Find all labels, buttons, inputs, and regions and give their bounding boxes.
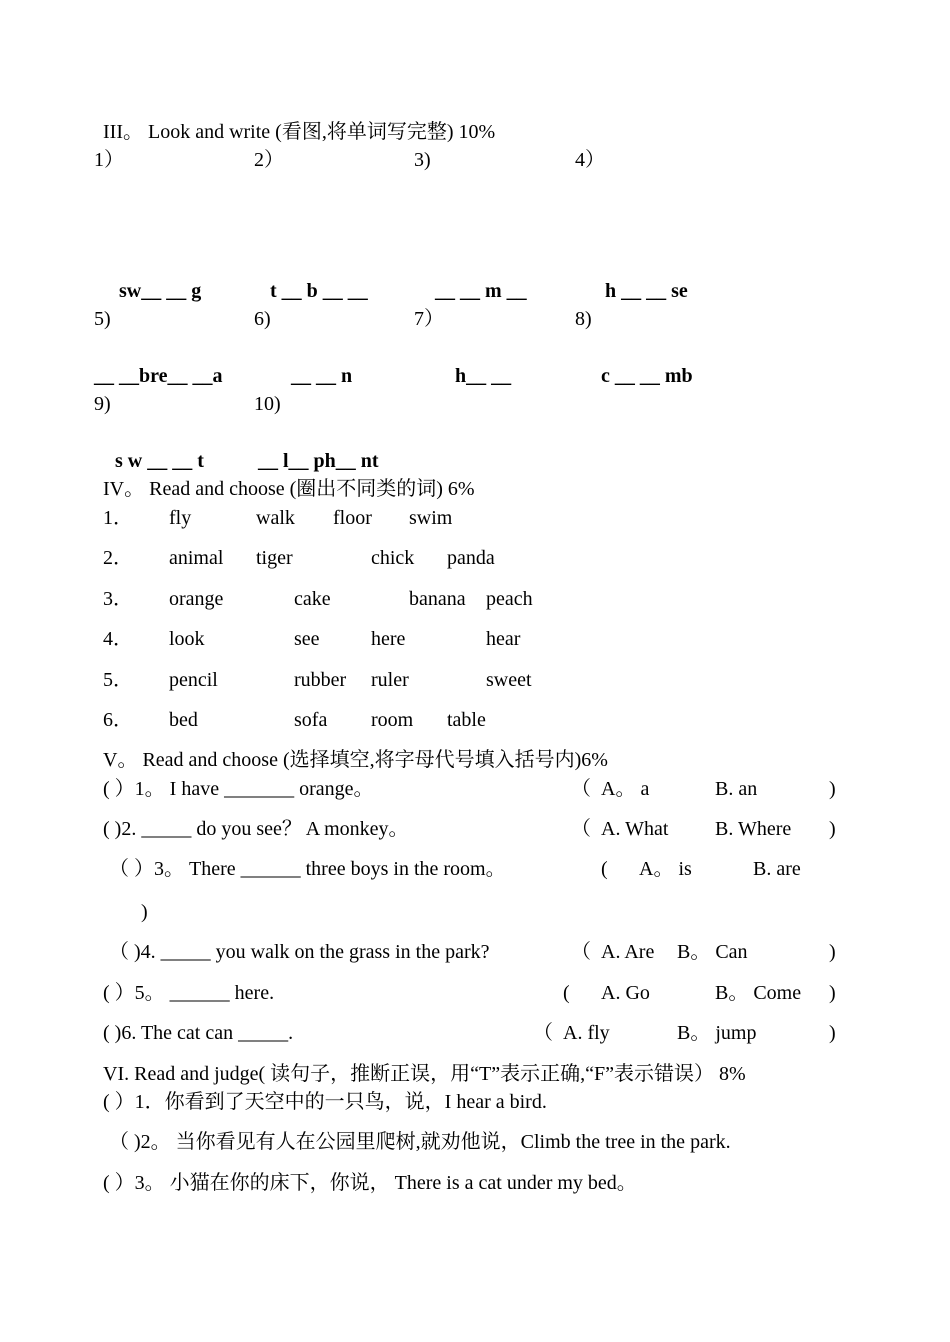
item-number: 8) [575, 308, 592, 330]
word-blank: h __ __ se [605, 280, 688, 302]
question: ( ）1。 I have _______ orange。 [103, 778, 374, 800]
word: peach [486, 588, 533, 610]
word-blank: __ __ n [291, 365, 353, 387]
question: ( )2. _____ do you see？ A monkey。 [103, 818, 409, 840]
question: ( )6. The cat can _____. [103, 1022, 294, 1044]
row-number: 1． [103, 507, 133, 529]
word: animal [169, 547, 224, 569]
word: pencil [169, 669, 218, 691]
row-number: 5． [103, 669, 133, 691]
item-number: 1） [94, 149, 124, 171]
item-number: 10) [254, 393, 281, 415]
word: ruler [371, 669, 409, 691]
item-number: 2） [254, 149, 284, 171]
word-blank: t __ b __ __ [270, 280, 368, 302]
question: （ )4. _____ you walk on the grass in the park? [109, 941, 490, 963]
word-blank: __ __bre__ __a [94, 365, 223, 387]
option-close-paren: ) [829, 778, 836, 800]
item-number: 3) [414, 149, 431, 171]
item-number: 7） [414, 308, 444, 330]
option-open-paren: （ [571, 818, 591, 840]
item-number: 5) [94, 308, 111, 330]
option-b: B. Where [715, 818, 792, 840]
word: rubber [294, 669, 347, 691]
option-open-paren: （ [571, 941, 591, 963]
word-blank: __ __ m __ [435, 280, 527, 302]
word: floor [333, 507, 372, 529]
option-open-paren: （ [571, 778, 591, 800]
word: orange [169, 588, 224, 610]
option-a: A。 a [601, 778, 650, 800]
option-b: B。 Can [677, 941, 748, 963]
word: look [169, 628, 205, 650]
option-close-paren: ) [829, 1022, 836, 1044]
word: fly [169, 507, 192, 529]
option-close-paren: ) [829, 818, 836, 840]
word: room [371, 709, 414, 731]
option-a: A. Are [601, 941, 655, 963]
row-number: 4． [103, 628, 133, 650]
section-4-heading: IV。 Read and choose (圈出不同类的词) 6% [103, 478, 475, 500]
option-open-paren: ( [563, 982, 570, 1004]
word: here [371, 628, 406, 650]
option-close-paren: ) [829, 982, 836, 1004]
option-close-paren: ) [141, 901, 148, 923]
word-blank: s w __ __ t [115, 450, 204, 472]
option-a: A. Go [601, 982, 650, 1004]
word: walk [256, 507, 295, 529]
word-blank: h__ __ [455, 365, 512, 387]
option-open-paren: （ [533, 1022, 553, 1044]
word: chick [371, 547, 415, 569]
judge-item: ( ）1．你看到了天空中的一只鸟，说，I hear a bird. [103, 1091, 547, 1113]
word-blank: sw__ __ g [119, 280, 202, 302]
option-a: A. What [601, 818, 669, 840]
word-blank: c __ __ mb [601, 365, 693, 387]
option-a: A。 is [639, 858, 692, 880]
word: sofa [294, 709, 328, 731]
judge-item: ( ）3。 小猫在你的床下，你说， There is a cat under my bed。 [103, 1172, 637, 1194]
option-b: B. an [715, 778, 758, 800]
item-number: 9) [94, 393, 111, 415]
option-a: A. fly [563, 1022, 610, 1044]
row-number: 6． [103, 709, 133, 731]
word: tiger [256, 547, 293, 569]
word: bed [169, 709, 198, 731]
word: cake [294, 588, 331, 610]
word: see [294, 628, 320, 650]
option-open-paren: ( [601, 858, 608, 880]
question: （ ）3。 There ______ three boys in the room。 [109, 858, 506, 880]
judge-item: （ )2。 当你看见有人在公园里爬树,就劝他说，Climb the tree in the park. [109, 1131, 731, 1153]
word-blank: __ l__ ph__ nt [258, 450, 379, 472]
option-close-paren: ) [829, 941, 836, 963]
row-number: 2． [103, 547, 133, 569]
word: panda [447, 547, 495, 569]
row-number: 3． [103, 588, 133, 610]
section-5-heading: V。 Read and choose (选择填空,将字母代号填入括号内)6% [103, 749, 608, 771]
item-number: 4） [575, 149, 605, 171]
item-number: 6) [254, 308, 271, 330]
word: table [447, 709, 486, 731]
word: hear [486, 628, 521, 650]
option-b: B。 Come [715, 982, 802, 1004]
word: swim [409, 507, 453, 529]
word: banana [409, 588, 466, 610]
word: sweet [486, 669, 532, 691]
section-3-heading: III。 Look and write (看图,将单词写完整) 10% [103, 121, 496, 143]
section-6-heading: VI. Read and judge( 读句子，推断正误，用“T”表示正确,“F”表示错误） 8% [103, 1063, 746, 1085]
question: ( ）5。 ______ here. [103, 982, 275, 1004]
option-b: B。 jump [677, 1022, 757, 1044]
option-b: B. are [753, 858, 801, 880]
